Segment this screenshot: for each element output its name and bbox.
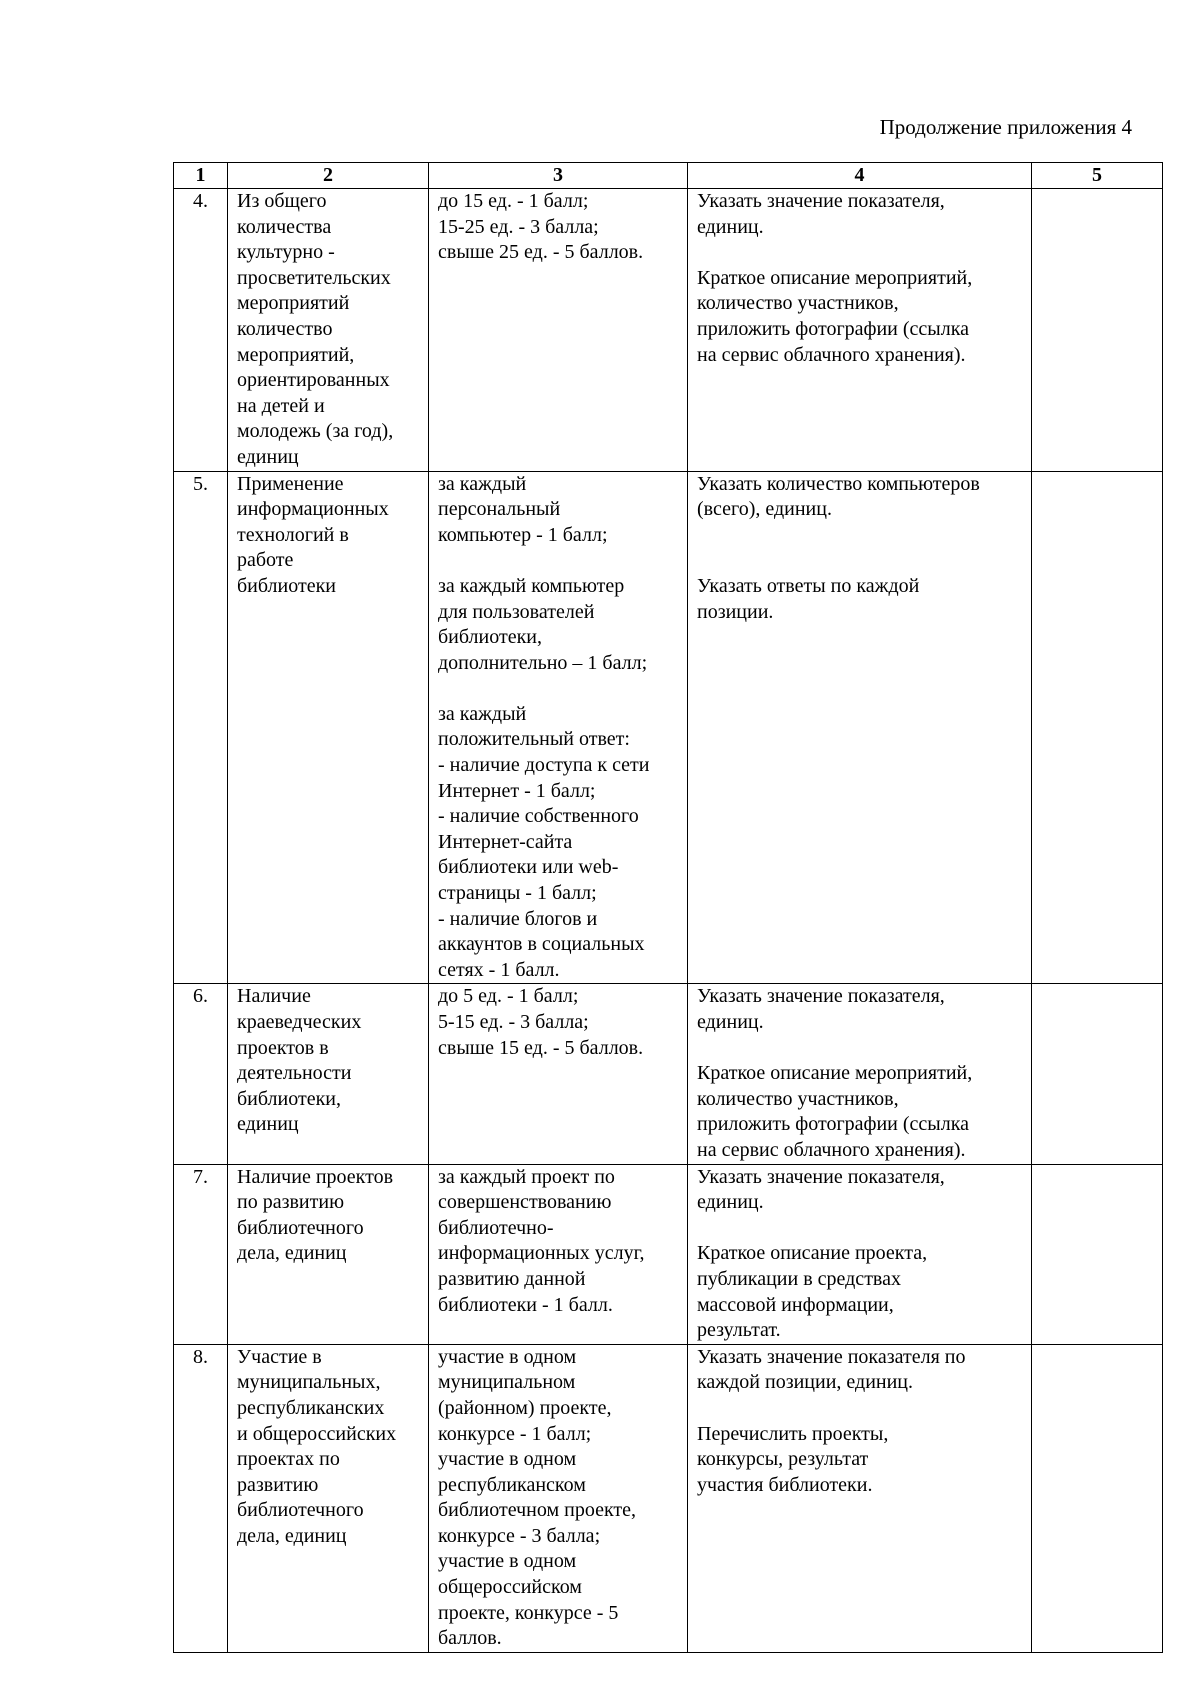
scoring-text-line: информационных услуг, xyxy=(438,1242,645,1265)
instruction-cell xyxy=(688,1344,1032,1652)
indicator-text-line: технологий в xyxy=(237,523,349,546)
page-header-continuation: Продолжение приложения 4 xyxy=(879,115,1132,139)
criteria-table xyxy=(173,162,1163,1653)
table-row xyxy=(174,1344,1163,1652)
scoring-text-line: республиканском xyxy=(438,1473,586,1496)
indicator-cell xyxy=(228,471,429,984)
scoring-text-line: за каждый xyxy=(438,472,527,495)
notes-cell xyxy=(1032,189,1163,472)
scoring-text-line: - наличие блогов и xyxy=(438,907,598,930)
scoring-text-line: до 15 ед. - 1 балл; xyxy=(438,190,589,212)
indicator-text-line: культурно - xyxy=(237,241,335,264)
indicator-text-line: проектах по xyxy=(237,1448,340,1471)
row-number: 7. xyxy=(174,1164,228,1344)
indicator-text-line: проектов в xyxy=(237,1036,329,1059)
instruction-text-line: приложить фотографии (ссылка xyxy=(697,317,970,340)
scoring-cell xyxy=(429,984,688,1164)
indicator-text-line: просветительских xyxy=(237,266,391,289)
table-row xyxy=(174,1164,1163,1344)
indicator-text-line: мероприятий xyxy=(237,292,350,315)
scoring-text-line: баллов. xyxy=(438,1627,502,1650)
scoring-text-line: библиотеки, xyxy=(438,626,543,649)
row-number: 8. xyxy=(174,1344,228,1652)
indicator-cell xyxy=(228,1164,429,1344)
indicator-text-line: муниципальных, xyxy=(237,1371,381,1394)
scoring-text-line: участие в одном xyxy=(438,1448,577,1471)
scoring-text-line: 5-15 ед. - 3 балла; xyxy=(438,1011,589,1033)
indicator-text-line: единиц xyxy=(237,1113,299,1136)
instruction-text-line: количество участников, xyxy=(697,1087,899,1110)
indicator-text-line: краеведческих xyxy=(237,1011,362,1033)
paragraph-gap xyxy=(438,548,681,574)
scoring-text-line: свыше 15 ед. - 5 баллов. xyxy=(438,1036,644,1059)
instruction-text-line: массовой информации, xyxy=(697,1293,894,1316)
indicator-text-line: информационных xyxy=(237,498,389,521)
indicator-text-line: библиотечного xyxy=(237,1499,364,1522)
instruction-text-line: Указать количество компьютеров xyxy=(697,472,980,495)
scoring-text-line: библиотечно- xyxy=(438,1216,554,1239)
scoring-text-line: конкурсе - 1 балл; xyxy=(438,1422,592,1445)
instruction-text-line: публикации в средствах xyxy=(697,1267,901,1290)
instruction-text-line: каждой позиции, единиц. xyxy=(697,1371,914,1394)
paragraph-gap xyxy=(697,548,1025,574)
scoring-text-line: проекте, конкурсе - 5 xyxy=(438,1601,619,1624)
instruction-text-line: приложить фотографии (ссылка xyxy=(697,1113,970,1136)
indicator-text-line: Наличие xyxy=(237,985,311,1008)
scoring-text-line: страницы - 1 балл; xyxy=(438,882,597,905)
indicator-cell xyxy=(228,984,429,1164)
scoring-text-line: общероссийском xyxy=(438,1576,582,1599)
scoring-text-line: - наличие собственного xyxy=(438,805,639,828)
scoring-text-line: для пользователей xyxy=(438,600,595,623)
indicator-cell xyxy=(228,1344,429,1652)
indicator-text-line: дела, единиц xyxy=(237,1524,347,1547)
notes-cell xyxy=(1032,1164,1163,1344)
instruction-text-line: на сервис облачного хранения). xyxy=(697,343,966,366)
notes-cell xyxy=(1032,1344,1163,1652)
scoring-cell xyxy=(429,1344,688,1652)
indicator-text-line: библиотеки, xyxy=(237,1087,342,1110)
scoring-text-line: участие в одном xyxy=(438,1550,577,1573)
table-header-row xyxy=(174,163,1163,189)
scoring-cell xyxy=(429,189,688,472)
column-header-4: 4 xyxy=(688,163,1032,189)
instruction-text-line: Указать значение показателя, xyxy=(697,1165,945,1188)
indicator-text-line: мероприятий, xyxy=(237,343,355,366)
indicator-text-line: Участие в xyxy=(237,1345,322,1368)
column-header-2: 2 xyxy=(228,163,429,189)
scoring-text-line: свыше 25 ед. - 5 баллов. xyxy=(438,241,644,264)
notes-cell xyxy=(1032,984,1163,1164)
instruction-text-line: участия библиотеки. xyxy=(697,1473,873,1496)
scoring-text-line: за каждый компьютер xyxy=(438,574,625,597)
indicator-text-line: развитию xyxy=(237,1473,319,1496)
scoring-text-line: Интернет - 1 балл; xyxy=(438,779,596,802)
notes-cell xyxy=(1032,471,1163,984)
scoring-text-line: до 5 ед. - 1 балл; xyxy=(438,985,579,1008)
indicator-text-line: работе xyxy=(237,549,294,572)
instruction-text-line: Краткое описание проекта, xyxy=(697,1242,928,1265)
scoring-text-line: за каждый проект по xyxy=(438,1165,615,1188)
indicator-text-line: библиотечного xyxy=(237,1216,364,1239)
paragraph-gap xyxy=(438,676,681,702)
instruction-text-line: количество участников, xyxy=(697,292,899,315)
table-row xyxy=(174,189,1163,472)
instruction-text-line: Указать значение показателя, xyxy=(697,190,945,212)
scoring-text-line: положительный ответ: xyxy=(438,728,630,751)
instruction-text-line: на сервис облачного хранения). xyxy=(697,1138,966,1161)
column-header-1: 1 xyxy=(174,163,228,189)
indicator-text-line: Применение xyxy=(237,472,344,495)
scoring-text-line: библиотеки или web- xyxy=(438,856,619,879)
scoring-text-line: аккаунтов в социальных xyxy=(438,933,645,956)
scoring-text-line: за каждый xyxy=(438,702,527,725)
instruction-text-line: позиции. xyxy=(697,600,774,623)
indicator-text-line: молодежь (за год), xyxy=(237,420,394,443)
scoring-text-line: участие в одном xyxy=(438,1345,577,1368)
scoring-text-line: 15-25 ед. - 3 балла; xyxy=(438,215,599,238)
instruction-text-line: Краткое описание мероприятий, xyxy=(697,266,973,289)
column-header-3: 3 xyxy=(429,163,688,189)
scoring-text-line: развитию данной xyxy=(438,1267,586,1290)
instruction-text-line: Указать ответы по каждой xyxy=(697,574,920,597)
indicator-text-line: деятельности xyxy=(237,1062,352,1085)
scoring-text-line: совершенствованию xyxy=(438,1191,612,1214)
paragraph-gap xyxy=(697,1396,1025,1422)
instruction-text-line: единиц. xyxy=(697,1191,764,1214)
instruction-cell xyxy=(688,471,1032,984)
scoring-text-line: библиотеки - 1 балл. xyxy=(438,1293,613,1316)
indicator-text-line: республиканских xyxy=(237,1396,385,1419)
scoring-text-line: Интернет-сайта xyxy=(438,830,573,853)
scoring-text-line: сетях - 1 балл. xyxy=(438,958,560,981)
scoring-text-line: компьютер - 1 балл; xyxy=(438,523,608,546)
row-number: 5. xyxy=(174,471,228,984)
indicator-text-line: библиотеки xyxy=(237,574,337,597)
scoring-cell xyxy=(429,1164,688,1344)
scoring-text-line: конкурсе - 3 балла; xyxy=(438,1524,601,1547)
row-number: 4. xyxy=(174,189,228,472)
paragraph-gap xyxy=(697,1216,1025,1242)
indicator-text-line: на детей и xyxy=(237,394,325,417)
instruction-text-line: единиц. xyxy=(697,1011,764,1033)
table-row xyxy=(174,471,1163,984)
indicator-text-line: количество xyxy=(237,317,333,340)
instruction-text-line: Краткое описание мероприятий, xyxy=(697,1062,973,1085)
scoring-text-line: (районном) проекте, xyxy=(438,1396,612,1419)
paragraph-gap xyxy=(697,240,1025,266)
indicator-text-line: и общероссийских xyxy=(237,1422,397,1445)
instruction-cell xyxy=(688,984,1032,1164)
paragraph-gap xyxy=(697,523,1025,549)
scoring-text-line: библиотечном проекте, xyxy=(438,1499,637,1522)
instruction-text-line: (всего), единиц. xyxy=(697,498,832,521)
instruction-text-line: Перечислить проекты, xyxy=(697,1422,889,1445)
scoring-text-line: дополнительно – 1 балл; xyxy=(438,651,648,674)
instruction-text-line: единиц. xyxy=(697,215,764,238)
indicator-text-line: дела, единиц xyxy=(237,1242,347,1265)
indicator-text-line: единиц xyxy=(237,445,299,468)
scoring-text-line: муниципальном xyxy=(438,1371,576,1394)
instruction-text-line: Указать значение показателя, xyxy=(697,985,945,1008)
instruction-cell xyxy=(688,1164,1032,1344)
scoring-text-line: персональный xyxy=(438,498,561,521)
indicator-text-line: ориентированных xyxy=(237,369,390,392)
instruction-cell xyxy=(688,189,1032,472)
table-body xyxy=(174,189,1163,1653)
indicator-text-line: Из общего xyxy=(237,190,327,212)
indicator-text-line: количества xyxy=(237,215,332,238)
scoring-cell xyxy=(429,471,688,984)
instruction-text-line: конкурсы, результат xyxy=(697,1448,869,1471)
indicator-text-line: Наличие проектов xyxy=(237,1165,394,1188)
scoring-text-line: - наличие доступа к сети xyxy=(438,754,650,777)
paragraph-gap xyxy=(697,1036,1025,1062)
indicator-text-line: по развитию xyxy=(237,1191,345,1214)
column-header-5: 5 xyxy=(1032,163,1163,189)
indicator-cell xyxy=(228,189,429,472)
row-number: 6. xyxy=(174,984,228,1164)
instruction-text-line: Указать значение показателя по xyxy=(697,1345,966,1368)
table-row xyxy=(174,984,1163,1164)
instruction-text-line: результат. xyxy=(697,1319,781,1342)
